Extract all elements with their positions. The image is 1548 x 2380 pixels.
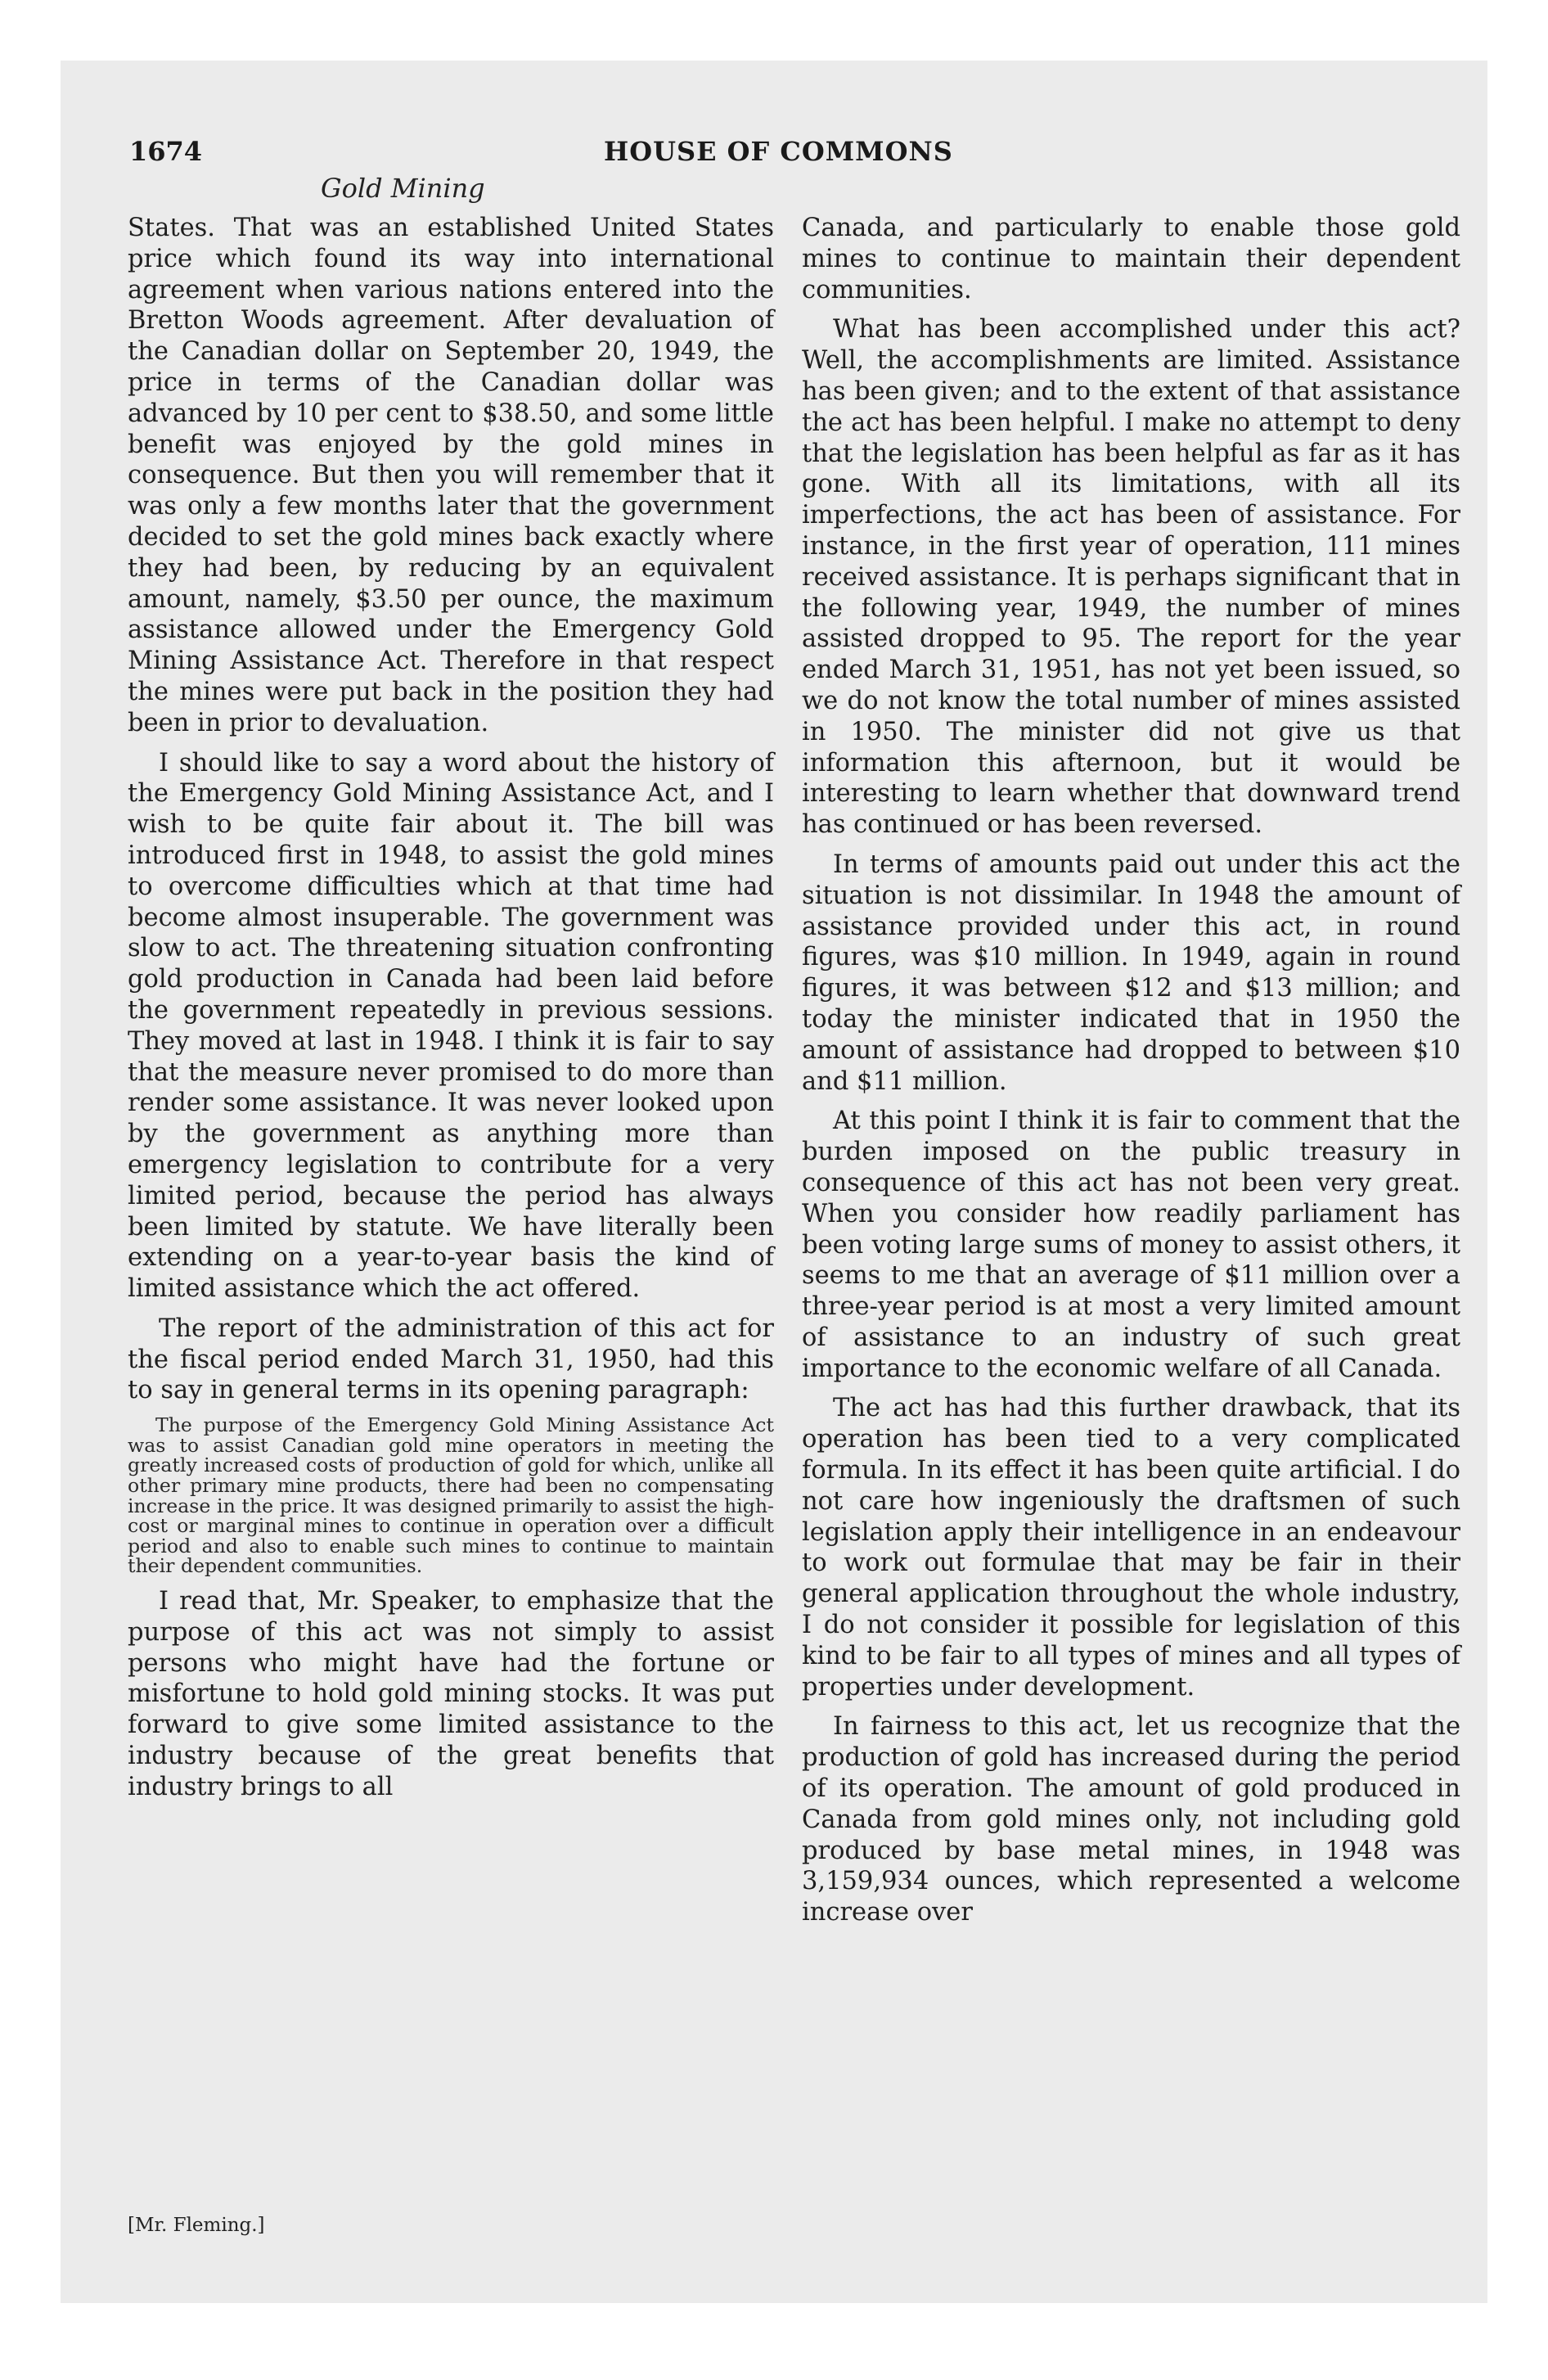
paragraph: In fairness to this act, let us recognize that the production of gold has increased during the period of its operation. The amount of gold produced in Canada from gold mines only, not including gold produced by base metal mines, in 1948 was 3,159,934 ounces, which represented a welcome increase over <box>802 1712 1460 1927</box>
paragraph: The act has had this further drawback, that its operation has been tied to a very complicated formula. In its effect it has been quite artificial. I do not care how ingeniously the draftsmen of such legislation apply their intelligence in an endeavour to work out formulae that may be fair in their general application throughout the whole industry, I do not consider it possible for legislation of this kind to be fair to all types of mines and all types of properties under development. <box>802 1394 1460 1702</box>
paragraph: In terms of amounts paid out under this act the situation is not dissimilar. In 1948 the amount of assistance provided under this act, in round figures, was $10 million. In 1949, again in round figures, it was between $12 and $13 million; and today the minister indicated that in 1950 the amount of assistance had dropped to between $10 and $11 million. <box>802 850 1460 1096</box>
running-title: Gold Mining <box>321 173 485 204</box>
paragraph: I read that, Mr. Speaker, to emphasize that the purpose of this act was not simply to assist persons who might have had the fortune or misfortune to hold gold mining stocks. It was put forward to give some limited assistance to the industry because of the great benefits that industry brings to all <box>128 1587 774 1801</box>
paragraph: I should like to say a word about the history of the Emergency Gold Mining Assistance Act, and I wish to be quite fair about it. The bill was introduced first in 1948, to assist the gold mines to overcome difficulties which at that time had become almost insuperable. The government was slow to act. The threatening situation confronting gold production in Canada had been laid before the government repeatedly in previous sessions. They moved at last in 1948. I think it is fair to say that the measure never promised to do more than render some assistance. It was never looked upon by the government as anything more than emergency legislation to contribute for a very limited period, because the period has always been limited by statute. We have literally been extending on a year-to-year basis the kind of limited assistance which the act offered. <box>128 748 774 1304</box>
paragraph: The report of the administration of this act for the fiscal period ended March 31, 1950, had this to say in general terms in its opening paragraph: <box>128 1314 774 1405</box>
paragraph: States. That was an established United States price which found its way into international agreement when various nations entered into the Bretton Woods agreement. After devaluation of the Canadian dollar on September 20, 1949, the price in terms of the Canadian dollar was advanced by 10 per cent to $38.50, and some little benefit was enjoyed by the gold mines in consequence. But then you will remember that it was only a few months later that the government decided to set the gold mines back exactly where they had been, by reducing by an equivalent amount, namely, $3.50 per ounce, the maximum assistance allowed under the Emergency Gold Mining Assistance Act. Therefore in that respect the mines were put back in the position they had been in prior to devaluation. <box>128 214 774 737</box>
page-number: 1674 <box>129 136 203 167</box>
block-quote: The purpose of the Emergency Gold Mining Assistance Act was to assist Canadian gold mine operators in meeting the greatly increased costs of production of gold for which, unlike all other primary mine products, there had been no compensating increase in the price. It was designed primarily to assist the high-cost or marginal mines to continue in operation over a difficult period and also to enable such mines to continue to maintain their dependent communities. <box>128 1413 774 1578</box>
page-header-title: HOUSE OF COMMONS <box>604 136 953 167</box>
right-column <box>802 213 1460 1937</box>
paragraph: Canada, and particularly to enable those gold mines to continue to maintain their dependent communities. <box>802 214 1460 304</box>
left-column <box>128 213 774 1812</box>
paragraph: At this point I think it is fair to comment that the burden imposed on the public treasury in consequence of this act has not been very great. When you consider how readily parliament has been voting large sums of money to assist others, it seems to me that an average of $11 million over a three-year period is at most a very limited amount of assistance to an industry of such great importance to the economic welfare of all Canada. <box>802 1107 1460 1383</box>
paragraph: What has been accomplished under this act? Well, the accomplishments are limited. Assistance has been given; and to the extent of that assistance the act has been helpful. I make no attempt to deny that the legislation has been helpful as far as it has gone. With all its limitations, with all its imperfections, the act has been of assistance. For instance, in the first year of operation, 111 mines received assistance. It is perhaps significant that in the following year, 1949, the number of mines assisted dropped to 95. The report for the year ended March 31, 1951, has not yet been issued, so we do not know the total number of mines assisted in 1950. The minister did not give us that information this afternoon, but it would be interesting to learn whether that downward trend has continued or has been reversed. <box>802 315 1460 840</box>
speaker-attribution: [Mr. Fleming.] <box>128 2215 265 2236</box>
